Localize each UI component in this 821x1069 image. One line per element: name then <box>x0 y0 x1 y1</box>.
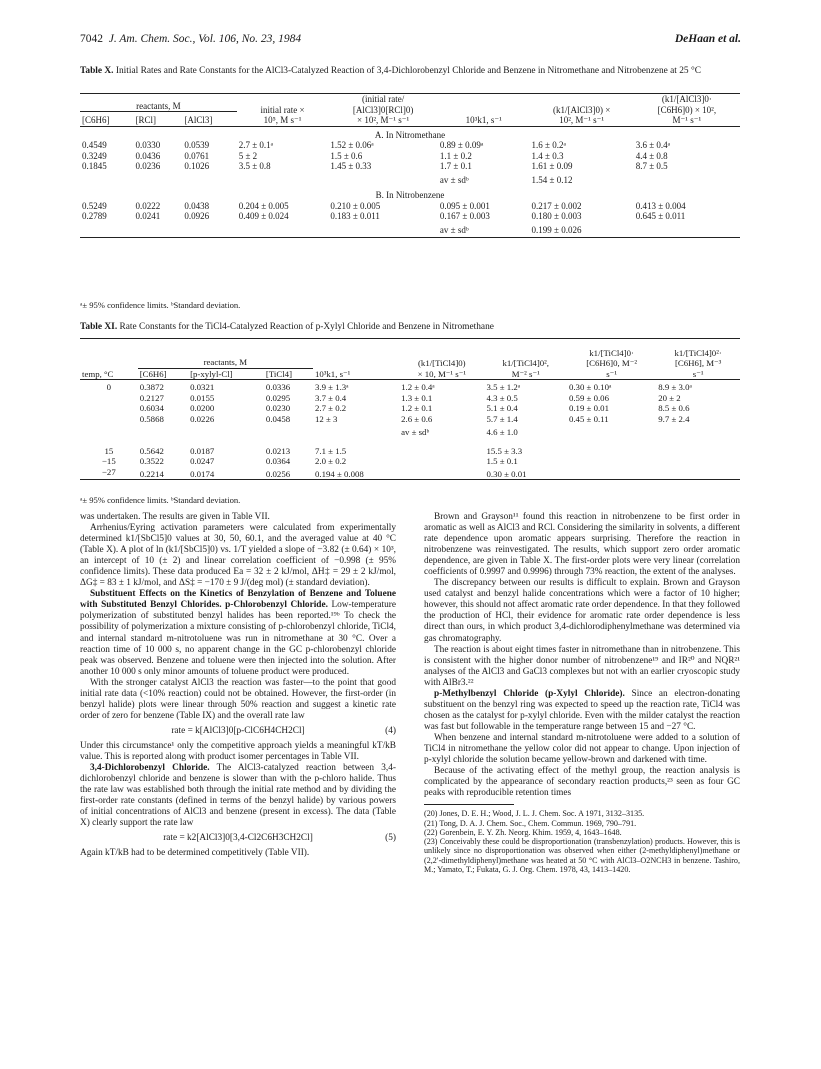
paragraph: The reaction is about eight times faster in nitromethane than in nitrobenzene. This is consistent with the higher donor number of nitrobenzene¹⁹ and IR²⁰ and NQR²¹ analyses of the AlCl3 and GaCl3 complexes but not with an earlier cryoscopic study with AlBr3.²² <box>424 644 740 688</box>
table-row <box>80 467 740 480</box>
table-cell: 0.194 ± 0.008 <box>314 468 364 479</box>
table-10 <box>80 93 740 238</box>
table-cell: 0.0174 <box>190 468 215 479</box>
table-cell: 0.0230 <box>265 403 291 413</box>
table-cell: 0.0330 <box>135 140 161 150</box>
equation-text: rate = k2[AlCl3]0[3,4-Cl2C6H3CH2Cl] <box>163 833 313 844</box>
table-cell: 0.0321 <box>190 382 215 392</box>
page-number: 7042 <box>80 33 103 45</box>
table-cell: 0.3522 <box>139 456 164 466</box>
table-10-header-rcl: [RCl] <box>135 115 157 125</box>
table-cell <box>567 456 656 467</box>
table-cell: 0.59 ± 0.06 <box>568 392 609 403</box>
table-cell: 0.0236 <box>135 161 161 171</box>
reference: (23) Conceivably these could be disproportionation (transbenzylation) products. However, this is unlikely since no disproportionation was observed when either (2-methyldiphenyl)methane or (2,2′-dimethyldiphenyl)methane was heated at 50 °C with AlCl3–O2NCH3 in benzene. Tashiro, M.; Yamato, T.; Fukata, G. J. Org. Chem. 1978, 43, 1413–1420. <box>424 837 740 874</box>
table-row <box>80 380 740 393</box>
table-cell: 0.0222 <box>135 200 161 211</box>
table-row <box>80 393 740 404</box>
table-10-avg-label-a: av ± sdᵇ <box>439 174 469 185</box>
table-cell: 0.5642 <box>139 445 164 456</box>
table-cell <box>399 456 484 467</box>
table-cell: 0.6034 <box>139 403 164 413</box>
table-cell: 0 <box>106 382 112 392</box>
table-cell: 0.1845 <box>82 161 107 171</box>
reference-list <box>424 809 740 874</box>
table-cell: 4.4 ± 0.8 <box>635 150 668 161</box>
table-cell: 0.45 ± 0.11 <box>568 413 609 424</box>
table-cell: 3.5 ± 0.8 <box>238 161 271 171</box>
journal-citation: J. Am. Chem. Soc., Vol. 106, No. 23, 1984 <box>108 33 302 45</box>
table-cell: 7.1 ± 1.5 <box>314 445 347 456</box>
reference: (22) Gorenbein, E. Y. Zh. Neorg. Khim. 1959, 4, 1643–1648. <box>424 827 622 837</box>
table-cell: 3.5 ± 1.2ᵃ <box>486 382 521 392</box>
table-cell: 0.1026 <box>184 161 210 171</box>
table-11-label: Table XI. <box>80 322 118 332</box>
table-cell: 0.0539 <box>184 140 210 150</box>
table-10-header-initial-rate: initial rate × 10⁵, M s⁻¹ <box>260 104 305 125</box>
table-cell: 2.7 ± 0.1ᵃ <box>238 140 274 150</box>
table-cell: 0.645 ± 0.011 <box>635 211 686 221</box>
table-cell <box>80 393 138 404</box>
paragraph: The discrepancy between our results is difficult to explain. Brown and Grayson used catalyst and benzyl halide concentrations which were a factor of 10 higher; however, this should not affect aromatic rate order dependence. In that they followed the production of HCl, their evidence for aromatic rate order dependence is less direct than ours, in which product 3,4-dichlorodiphenylmethane was determined via gas chromatography. <box>424 578 740 644</box>
table-cell: 0.5249 <box>82 200 107 211</box>
table-11-header-k1-ticl4-c6h6: k1/[TiCl4]0· [C6H6]0, M⁻² s⁻¹ <box>586 347 637 379</box>
right-column <box>424 512 740 874</box>
table-10-section-a: A. In Nitromethane <box>374 129 446 140</box>
paragraph <box>80 589 396 677</box>
table-cell: 0.2214 <box>139 468 164 479</box>
table-row <box>80 201 740 212</box>
table-cell: 0.4549 <box>82 140 107 150</box>
table-11-footnote: ᵃ± 95% confidence limits. ᵇStandard deviation. <box>80 495 241 505</box>
table-cell <box>399 438 484 457</box>
paragraph: Under this circumstance¹ only the competitive approach yields a meaningful kT/kB value. This is reported along with product isomer percentages in Table VII. <box>80 740 396 762</box>
table-10-header-reactants: reactants, M <box>80 94 237 112</box>
equation-number: (4) <box>385 725 396 736</box>
table-cell: 0.095 ± 0.001 <box>439 200 490 211</box>
author-names: DeHaan et al. <box>674 33 741 45</box>
table-11-caption <box>80 322 740 333</box>
table-cell: 0.0200 <box>190 403 215 413</box>
section-heading: Substituent Effects on the Kinetics of Benzylation of Benzene and Toluene with Substituted Benzyl Chlorides. p-Chlorobenzyl Chloride. <box>80 589 396 611</box>
paragraph <box>80 763 396 829</box>
table-cell <box>656 456 740 467</box>
table-11-header-k1-ticl4-sq: k1/[TiCl4]0², M⁻² s⁻¹ <box>502 358 549 379</box>
reference: (20) Jones, D. E. H.; Wood, J. L. J. Chem. Soc. A 1971, 3132–3135. <box>424 809 645 819</box>
table-row <box>80 140 740 151</box>
table-11-header-c6h6: [C6H6] <box>139 368 167 379</box>
table-cell: 20 ± 2 <box>658 392 681 403</box>
table-cell: 3.9 ± 1.3ᵃ <box>314 382 349 392</box>
table-cell: 5.7 ± 1.4 <box>486 413 518 424</box>
table-cell <box>567 438 656 457</box>
table-row <box>80 414 740 425</box>
table-cell: 2.6 ± 0.6 <box>401 413 433 424</box>
table-cell: 0.19 ± 0.01 <box>568 403 609 413</box>
paragraph: was undertaken. The results are given in Table VII. <box>80 512 270 522</box>
table-cell: 1.4 ± 0.3 <box>531 150 564 161</box>
table-cell: 0.167 ± 0.003 <box>439 211 490 221</box>
table-row <box>80 403 740 414</box>
table-cell: 1.61 ± 0.09 <box>531 161 573 171</box>
table-cell: 1.3 ± 0.1 <box>401 392 433 403</box>
table-11 <box>80 338 740 480</box>
table-cell <box>656 438 740 457</box>
table-cell: 8.7 ± 0.5 <box>635 161 668 171</box>
table-cell: 1.52 ± 0.06ᵃ <box>330 140 374 150</box>
table-cell: 8.9 ± 3.0ᵃ <box>658 382 692 392</box>
table-cell: 9.7 ± 2.4 <box>658 413 690 424</box>
table-cell: −27 <box>101 466 116 477</box>
table-row <box>80 161 740 172</box>
table-cell: 1.2 ± 0.1 <box>401 403 433 413</box>
table-cell: 1.6 ± 0.2ᵃ <box>531 140 566 150</box>
table-11-header-temp: temp, °C <box>82 368 114 379</box>
table-cell: 0.204 ± 0.005 <box>238 200 289 211</box>
table-cell: −15 <box>101 456 116 466</box>
table-11-header-k1-ticl4: (k1/[TiCl4]0) × 10, M⁻¹ s⁻¹ <box>417 358 466 379</box>
table-row <box>80 456 740 467</box>
paragraph: When benzene and internal standard m-nitrotoluene were added to a solution of TiCl4 in nitromethane the yellow color did not appear to change. Upon injection of p-xylyl chloride the solution became yellow-brown and darkened with time. <box>424 732 740 766</box>
paragraph: With the stronger catalyst AlCl3 the reaction was faster—to the point that good initial rate data (<10% reaction) could not be obtained. However, the first-order (in benzyl halide) plots were linear through 50% reaction and suggest a kinetic rate order of zero for benzene (Table IX) and the overall rate law <box>80 677 396 721</box>
left-column <box>80 512 396 859</box>
table-cell: 0.217 ± 0.002 <box>531 200 582 211</box>
table-cell: 0.89 ± 0.09ᵃ <box>439 140 484 150</box>
table-10-header-alcl3: [AlCl3] <box>184 115 213 125</box>
equation-4 <box>80 726 396 737</box>
table-10-header-k1: 10³k1, s⁻¹ <box>465 115 502 125</box>
table-11-header-xylyl: [p-xylyl-Cl] <box>190 368 233 379</box>
table-cell: 0.0458 <box>265 413 291 424</box>
table-cell: 5.1 ± 0.4 <box>486 403 518 413</box>
table-cell: 8.5 ± 0.6 <box>658 403 690 413</box>
table-cell <box>399 467 484 480</box>
table-cell: 0.30 ± 0.10ᵃ <box>568 382 612 392</box>
section-heading: p-Methylbenzyl Chloride (p-Xylyl Chloride). <box>434 688 625 699</box>
table-cell: 1.2 ± 0.4ᵃ <box>401 382 435 392</box>
paragraph: Because of the activating effect of the methyl group, the reaction analysis is complicated by the appearance of secondary reaction products,²³ seen as four GC peaks with reproducible retention times <box>424 766 740 799</box>
equation-number: (5) <box>385 833 396 844</box>
table-cell: 0.409 ± 0.024 <box>238 211 289 221</box>
table-cell: 0.0926 <box>184 211 210 221</box>
table-cell: 2.0 ± 0.2 <box>314 456 347 466</box>
paragraph-text: Since an electron-donating substituent on the benzyl ring was expected to speed up the reaction rate, TiCl4 was chosen as the catalyst for p-xylyl chloride. Even with the milder catalyst the reaction was fast but followable in the temperature range between 15 and −27 °C. <box>424 688 740 732</box>
table-10-header-k1-alcl3-c6h6: (k1/[AlCl3]0· [C6H6]0) × 10², M⁻¹ s⁻¹ <box>657 94 717 125</box>
table-cell: 4.3 ± 0.5 <box>486 392 518 403</box>
table-cell: 0.3249 <box>82 150 107 161</box>
table-cell: 0.2789 <box>82 211 107 221</box>
paragraph <box>424 689 740 733</box>
table-11-header-reactants: reactants, M <box>138 339 313 369</box>
table-cell <box>80 403 138 414</box>
table-11-avg-label: av ± sdᵇ <box>401 427 430 437</box>
table-10-section-b: B. In Nitrobenzene <box>375 190 445 200</box>
table-10-avg-value-b: 0.199 ± 0.026 <box>531 224 582 235</box>
running-header <box>80 33 741 49</box>
table-cell: 0.5868 <box>139 413 164 424</box>
table-cell: 0.0226 <box>190 413 215 424</box>
table-cell: 0.0364 <box>265 456 291 466</box>
table-cell: 0.0256 <box>265 468 291 479</box>
table-cell: 0.0436 <box>135 150 161 161</box>
table-cell: 0.0247 <box>190 456 215 466</box>
table-cell: 0.210 ± 0.005 <box>330 200 381 211</box>
table-cell <box>567 467 656 480</box>
table-10-header-rate-ratio: (initial rate/ [AlCl3]0[RCl]0) × 10², M⁻¹ s⁻¹ <box>352 94 414 125</box>
table-11-header-k1: 10³k1, s⁻¹ <box>314 368 351 379</box>
table-11-header-k1-ticl4sq-c6h6: k1/[TiCl4]0²· [C6H6], M⁻³ s⁻¹ <box>674 347 722 379</box>
table-10-avg-label-b: av ± sdᵇ <box>439 224 469 235</box>
table-cell: 0.0761 <box>184 150 210 161</box>
table-cell: 2.7 ± 0.2 <box>314 403 347 413</box>
table-cell: 0.2127 <box>139 392 164 403</box>
table-cell: 0.0295 <box>265 392 291 403</box>
equation-5 <box>80 833 396 844</box>
table-cell: 1.1 ± 0.2 <box>439 150 472 161</box>
paragraph: Again kT/kB had to be determined competitively (Table VII). <box>80 848 310 859</box>
paragraph: Brown and Grayson¹¹ found this reaction in nitrobenzene to be first order in aromatic as well as AlCl3 and RCl. Considering the similarity in solvents, a different rate dependence upon aromatic appears surprising. Therefore the reaction in nitrobenzene was reinvestigated. The results, which support zero order aromatic dependence, are given in Table X. The first-order plots were very linear (correlation coefficients of 0.9997 and 0.9996) through 73% reaction, the extent of the analyses. <box>424 512 740 578</box>
table-cell: 0.0155 <box>190 392 215 403</box>
table-cell: 3.6 ± 0.4ᵃ <box>635 140 671 150</box>
table-10-label: Table X. <box>80 66 114 76</box>
table-cell: 0.0187 <box>190 445 215 456</box>
table-cell: 1.5 ± 0.6 <box>330 150 363 161</box>
table-cell: 1.5 ± 0.1 <box>486 456 518 466</box>
table-11-avg-value: 4.6 ± 1.0 <box>486 427 518 437</box>
table-cell: 0.3872 <box>139 382 164 392</box>
table-cell: 1.7 ± 0.1 <box>439 161 472 171</box>
table-cell: 15 <box>104 445 114 456</box>
table-cell: 3.7 ± 0.4 <box>314 392 347 403</box>
table-cell: 0.0213 <box>265 445 291 456</box>
table-10-avg-value-a: 1.54 ± 0.12 <box>531 174 573 185</box>
table-11-title: Rate Constants for the TiCl4-Catalyzed Reaction of p-Xylyl Chloride and Benzene in Nitromethane <box>119 322 494 332</box>
table-10-title: Initial Rates and Rate Constants for the AlCl3-Catalyzed Reaction of 3,4-Dichlorobenzyl Chloride and Benzene in Nitromethane and Nitrobenzene at 25 °C <box>115 66 701 76</box>
table-cell: 0.0336 <box>265 382 291 392</box>
table-row <box>80 151 740 162</box>
table-cell: 0.413 ± 0.004 <box>635 200 686 211</box>
paragraph: Arrhenius/Eyring activation parameters were calculated from experimentally determined k1/[SbCl5]0 values at 30, 50, 60.1, and the averaged value at 40 °C (Table X). A plot of ln (k1/[SbCl5]0) vs. 1/T yielded a slope of −3.82 (± 0.64) × 10³, an intercept of 10 (± 2) and linear correlation coefficient of −0.998 (± 95% confidence limits). These data produced Ea = 32 ± 2 kJ/mol, ΔH‡ = 29 ± 2 kJ/mol, ΔG‡ = 83 ± 1 kJ/mol, and ΔS‡ = −170 ± 9 J/(deg mol) (± standard deviation). <box>80 523 396 589</box>
table-cell <box>656 467 740 480</box>
equation-text: rate = k[AlCl3]0[p-ClC6H4CH2Cl] <box>171 725 305 736</box>
reference: (21) Tong, D. A. J. Chem. Soc., Chem. Commun. 1969, 790–791. <box>424 818 637 828</box>
table-10-caption <box>80 66 740 77</box>
table-cell: 0.0241 <box>135 211 161 221</box>
table-cell: 15.5 ± 3.3 <box>486 445 523 456</box>
table-10-header-c6h6: [C6H6] <box>82 115 110 125</box>
table-10-header-k1-alcl3: (k1/[AlCl3]0) × 10², M⁻¹ s⁻¹ <box>552 104 611 125</box>
table-cell: 0.180 ± 0.003 <box>531 211 582 221</box>
paragraph-text: Low-temperature polymerization of substituted benzyl halides has been reported.¹⁹ᵇ To check the possibility of polymerization a mixture consisting of p-chlorobenzyl chloride, TiCl4, and internal standard m-nitrotoluene was run in nitromethane at 30 °C. Over a reaction time of 10 000 s, no apparent change in the GC p-chlorobenzyl chloride peak was observed. Benzene and toluene were then injected into the solution. After another 10 000 s only minor amounts of toluene product were produced. <box>80 600 396 677</box>
section-heading: 3,4-Dichlorobenzyl Chloride. <box>90 763 210 774</box>
footnote-rule <box>424 804 514 805</box>
table-cell: 5 ± 2 <box>238 150 258 161</box>
table-10-footnote: ᵃ± 95% confidence limits. ᵇStandard deviation. <box>80 300 241 310</box>
table-row <box>80 438 740 457</box>
table-cell: 0.30 ± 0.01 <box>486 468 527 479</box>
table-11-header-ticl4: [TiCl4] <box>265 368 292 379</box>
table-cell: 1.45 ± 0.33 <box>330 161 372 171</box>
table-cell: 12 ± 3 <box>314 413 338 424</box>
table-cell: 0.183 ± 0.011 <box>330 211 380 221</box>
table-cell <box>80 414 138 425</box>
table-row <box>80 211 740 222</box>
paragraph-text: The AlCl3-catalyzed reaction between 3,4-dichlorobenzyl chloride and benzene is slower than with the p-chloro halide. Thus the rate law was established both through the initial rate method and by dividing the first-order rate constants (defined in terms of the benzyl halide) by various powers of initial concentrations of AlCl3 and benzene (present in excess). The data (Table X) clearly support the rate law <box>80 763 396 829</box>
table-cell: 0.0438 <box>184 200 210 211</box>
